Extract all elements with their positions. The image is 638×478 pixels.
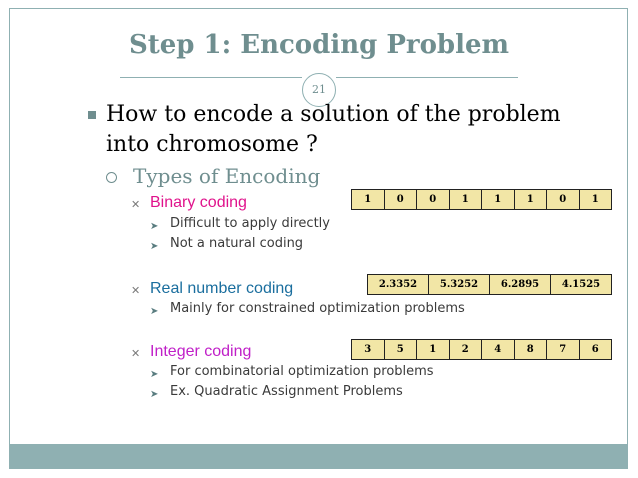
- real-number-note-1: Mainly for constrained optimization problems: [170, 301, 465, 316]
- binary-coding-label: Binary coding: [150, 194, 247, 211]
- arrow-bullet-icon: ➤: [150, 306, 159, 317]
- gene-cell: 5: [384, 339, 418, 360]
- gene-cell: 2.3352: [367, 274, 429, 295]
- gene-cell: 6.2895: [489, 274, 551, 295]
- slide-title: Step 1: Encoding Problem: [128, 30, 510, 60]
- gene-cell: 0: [384, 189, 418, 210]
- gene-cell: 1: [449, 189, 483, 210]
- gene-cell: 4: [481, 339, 515, 360]
- arrow-bullet-icon: ➤: [150, 241, 159, 252]
- real-number-chromosome: [368, 274, 612, 295]
- integer-chromosome: [352, 339, 612, 360]
- x-bullet-icon: ✕: [131, 198, 141, 211]
- question-text: How to encode a solution of the problem into chromosome ?: [106, 102, 561, 157]
- binary-note-2: Not a natural coding: [170, 236, 304, 251]
- gene-cell: 0: [416, 189, 450, 210]
- gene-cell: 5.3252: [428, 274, 490, 295]
- arrow-bullet-icon: ➤: [150, 369, 159, 380]
- x-bullet-icon: ✕: [131, 284, 141, 297]
- gene-cell: 1: [481, 189, 515, 210]
- page-number: 21: [312, 83, 326, 96]
- arrow-bullet-icon: ➤: [150, 221, 159, 232]
- integer-note-2: Ex. Quadratic Assignment Problems: [170, 384, 403, 399]
- ring-bullet-icon: [106, 172, 117, 183]
- title-divider-left: [120, 77, 302, 78]
- x-bullet-icon: ✕: [131, 347, 141, 360]
- gene-cell: 2: [449, 339, 483, 360]
- gene-cell: 1: [416, 339, 450, 360]
- gene-cell: 8: [514, 339, 548, 360]
- integer-note-1: For combinatorial optimization problems: [170, 364, 434, 379]
- gene-cell: 6: [579, 339, 613, 360]
- gene-cell: 0: [546, 189, 580, 210]
- gene-cell: 1: [579, 189, 613, 210]
- integer-coding-label: Integer coding: [150, 343, 252, 360]
- footer-bar: [9, 445, 628, 469]
- types-heading: Types of Encoding: [133, 164, 321, 188]
- real-number-coding-label: Real number coding: [150, 280, 294, 297]
- gene-cell: 3: [351, 339, 385, 360]
- gene-cell: 4.1525: [550, 274, 612, 295]
- binary-chromosome: [352, 189, 612, 210]
- gene-cell: 7: [546, 339, 580, 360]
- square-bullet-icon: [88, 111, 96, 119]
- title-divider-right: [336, 77, 518, 78]
- binary-note-1: Difficult to apply directly: [170, 216, 330, 231]
- arrow-bullet-icon: ➤: [150, 389, 159, 400]
- gene-cell: 1: [514, 189, 548, 210]
- gene-cell: 1: [351, 189, 385, 210]
